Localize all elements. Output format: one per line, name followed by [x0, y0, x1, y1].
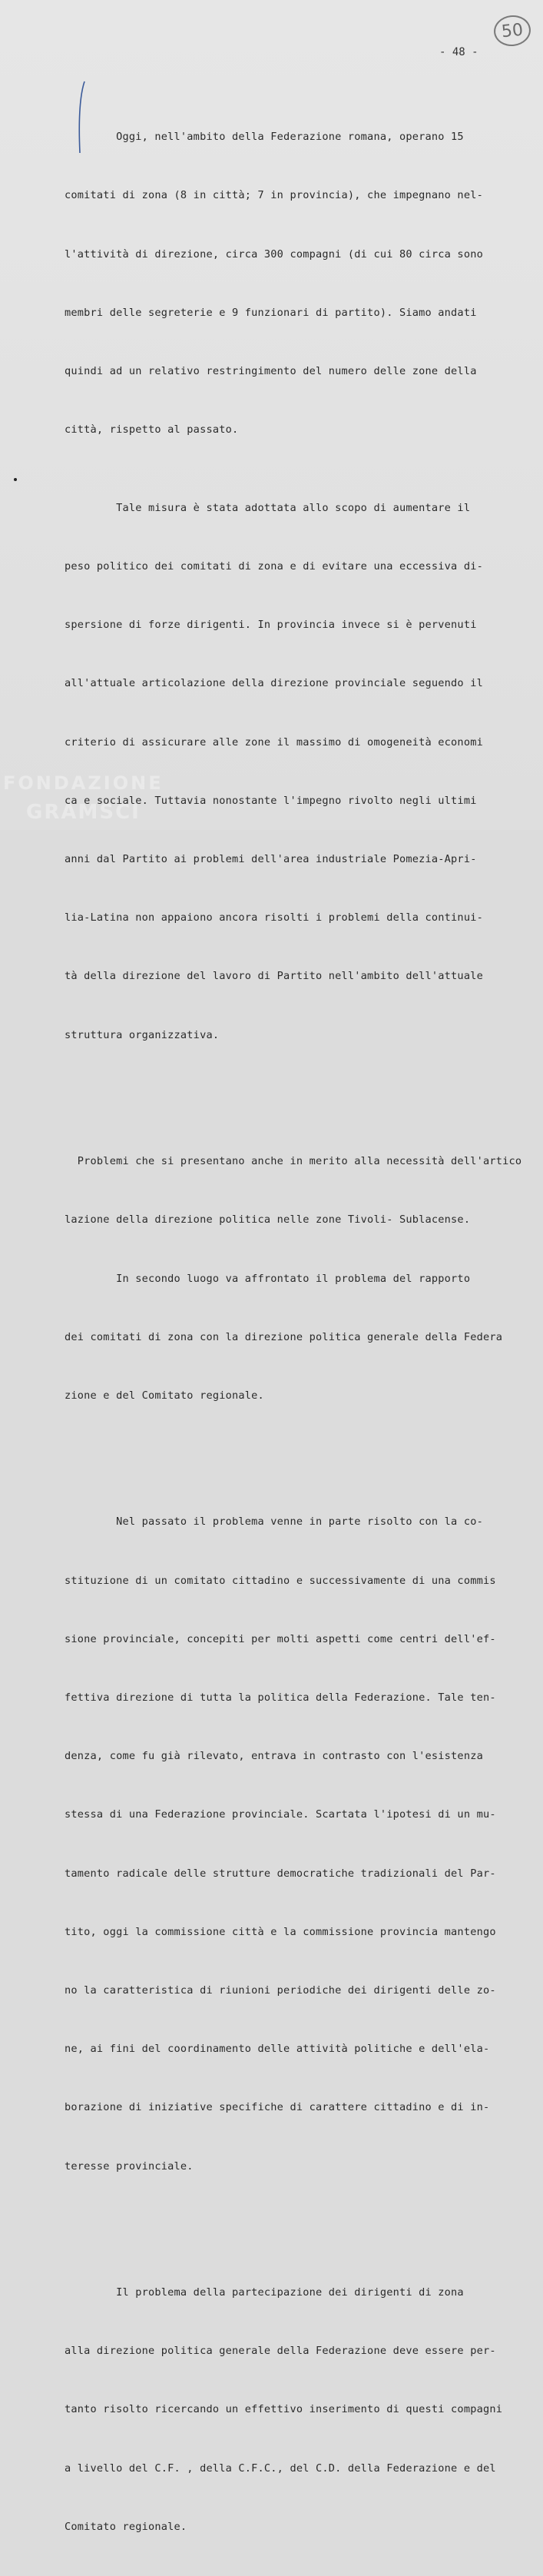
page-number: - 48 -: [439, 46, 478, 58]
watermark-line: GRAMSCI: [26, 801, 141, 824]
text-line: struttura organizzativa.: [65, 1028, 220, 1041]
text-line: Problemi che si presentano anche in merito alla necessità dell'artico: [65, 1155, 522, 1168]
text-line: comitati di zona (8 in città; 7 in provincia), che impegnano nel-: [65, 189, 483, 202]
text-line: l'attività di direzione, circa 300 compagni (di cui 80 circa sono: [65, 247, 483, 261]
text-line: dei comitati di zona con la direzione politica generale della Federa: [65, 1330, 503, 1343]
text-line: tamento radicale delle strutture democratiche tradizionali del Par-: [65, 1867, 496, 1880]
text-line: lazione della direzione politica nelle zone Tivoli- Sublacense.: [65, 1213, 471, 1227]
page-stamp: 50: [492, 14, 532, 48]
text-line: ca e sociale. Tuttavia nonostante l'impegno rivolto negli ultimi: [65, 794, 477, 807]
text-line: anni dal Partito ai problemi dell'area industriale Pomezia-Apri-: [65, 853, 477, 866]
text-line: Il problema della partecipazione dei dirigenti di zona: [65, 2286, 464, 2299]
text-line: criterio di assicurare alle zone il massimo di omogeneità economi: [65, 735, 483, 749]
text-line: alla direzione politica generale della Federazione deve essere per-: [65, 2345, 496, 2358]
text-line: Tale misura è stata adottata allo scopo di aumentare il: [65, 501, 471, 514]
text-line: sione provinciale, concepiti per molti aspetti come centri dell'ef-: [65, 1632, 496, 1645]
text-line: ne, ai fini del coordinamento delle attività politiche e dell'ela-: [65, 2043, 490, 2056]
text-line: fettiva direzione di tutta la politica della Federazione. Tale ten-: [65, 1691, 496, 1704]
text-line: Nel passato il problema venne in parte risolto con la co-: [65, 1515, 483, 1529]
text-line: tà della direzione del lavoro di Partito nell'ambito dell'attuale: [65, 970, 483, 983]
text-line: stessa di una Federazione provinciale. Scartata l'ipotesi di un mu-: [65, 1808, 496, 1821]
text-line: membri delle segreterie e 9 funzionari di partito). Siamo andati: [65, 306, 477, 319]
body-text: [65, 69, 522, 2576]
text-line: tito, oggi la commissione città e la commissione provincia mantengo: [65, 1925, 496, 1938]
text-line: borazione di iniziative specifiche di carattere cittadino e di in-: [65, 2101, 490, 2114]
text-line: stituzione di un comitato cittadino e successivamente di una commis: [65, 1574, 496, 1587]
text-line: quindi ad un relativo restringimento del numero delle zone della: [65, 365, 477, 378]
text-line: a livello del C.F. , della C.F.C., del C.D. della Federazione e del: [65, 2461, 496, 2475]
text-line: all'attuale articolazione della direzione provinciale seguendo il: [65, 677, 483, 690]
text-line: zione e del Comitato regionale.: [65, 1389, 264, 1402]
punch-mark: [14, 478, 17, 481]
text-line: lia-Latina non appaiono ancora risolti i problemi della continui-: [65, 911, 483, 925]
text-line: spersione di forze dirigenti. In provincia invece si è pervenuti: [65, 619, 477, 632]
text-line: denza, come fu già rilevato, entrava in contrasto con l'esistenza: [65, 1750, 483, 1763]
text-line: Comitato regionale.: [65, 2520, 187, 2533]
text-line: no la caratteristica di riunioni periodiche dei dirigenti delle zo-: [65, 1983, 496, 1997]
text-line: tanto risolto ricercando un effettivo inserimento di questi compagni: [65, 2403, 503, 2416]
text-line: città, rispetto al passato.: [65, 423, 239, 437]
watermark-line: FONDAZIONE: [3, 772, 164, 794]
text-line: In secondo luogo va affrontato il problema del rapporto: [65, 1272, 471, 1285]
archive-watermark: [3, 768, 164, 827]
text-line: peso politico dei comitati di zona e di evitare una eccessiva di-: [65, 560, 483, 573]
text-line: Oggi, nell'ambito della Federazione romana, operano 15: [65, 131, 464, 144]
text-line: teresse provinciale.: [65, 2159, 194, 2173]
